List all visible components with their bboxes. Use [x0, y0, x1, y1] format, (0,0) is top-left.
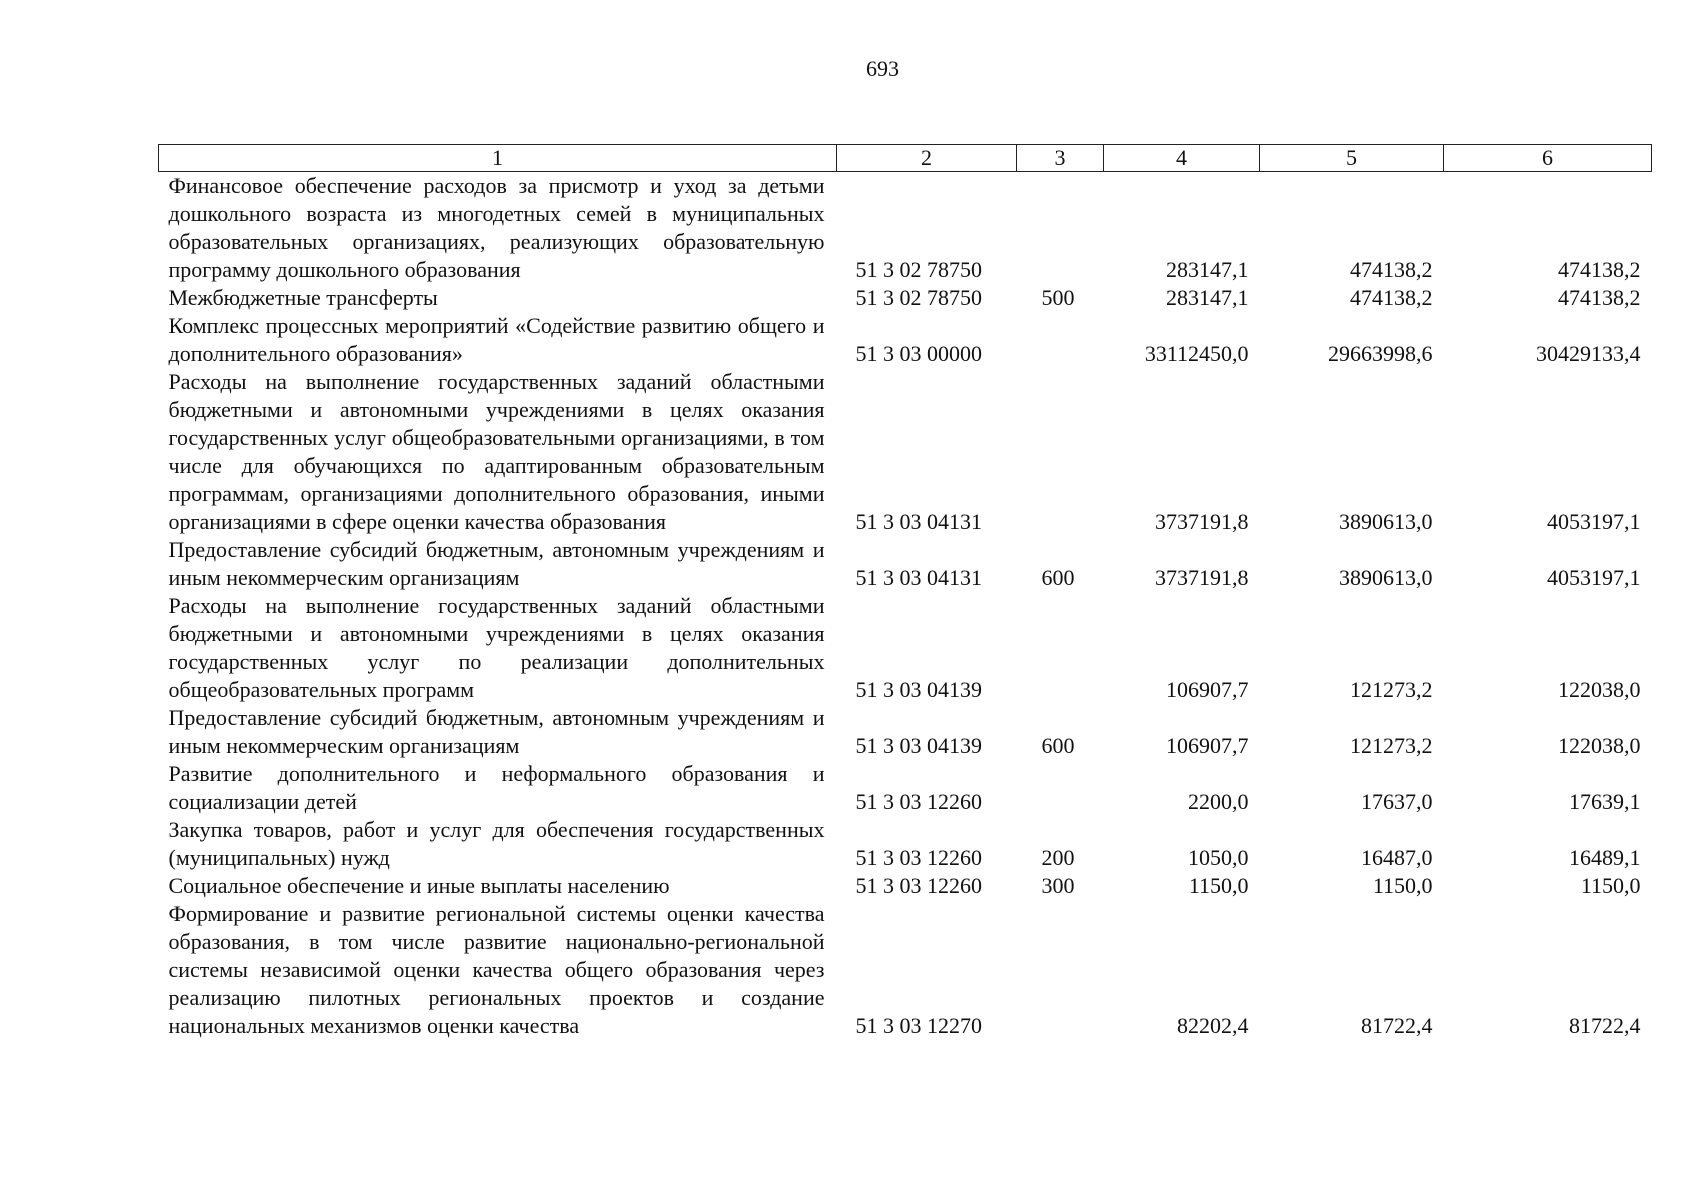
row-code-cell: 51 3 03 12270 [855, 1013, 982, 1038]
table-body [159, 172, 1652, 1041]
row-type-cell [1017, 760, 1104, 816]
row-type-cell: 300 [1041, 873, 1075, 898]
row-code-cell: 51 3 02 78750 [855, 285, 982, 310]
row-name-cell: Развитие дополнительного и неформального образования и социализации детей [168, 761, 825, 814]
table-row [159, 368, 1652, 536]
column-header-3: 3 [1017, 145, 1104, 172]
table-row [159, 536, 1652, 592]
row-code-cell: 51 3 03 12260 [855, 789, 982, 814]
row-name-cell: Предоставление субсидий бюджетным, автономным учреждениям и иным некоммерческим организациям [168, 705, 825, 758]
row-value-1-cell: 283147,1 [1166, 257, 1249, 282]
row-value-1-cell: 82202,4 [1177, 1013, 1249, 1038]
row-value-1-cell: 1150,0 [1188, 873, 1249, 898]
row-name-cell: Расходы на выполнение государственных заданий областными бюджетными и автономными учреждениями в целях оказания государственных услуг по реализации дополнительных общеобразовательных программ [168, 593, 825, 702]
table-header [159, 145, 1652, 172]
column-header-4: 4 [1104, 145, 1260, 172]
row-value-2-cell: 81722,4 [1361, 1013, 1433, 1038]
row-code-cell: 51 3 03 04139 [855, 733, 982, 758]
row-value-1-cell: 3737191,8 [1155, 565, 1249, 590]
budget-table [158, 144, 1652, 1040]
row-value-3-cell: 17639,1 [1569, 789, 1641, 814]
table-row [159, 592, 1652, 704]
row-value-1-cell: 33112450,0 [1144, 341, 1249, 366]
row-value-3-cell: 122038,0 [1558, 733, 1641, 758]
row-value-1-cell: 1050,0 [1188, 845, 1249, 870]
page-number: 693 [866, 56, 899, 81]
row-code-cell: 51 3 03 12260 [855, 845, 982, 870]
table-row [159, 900, 1652, 1040]
row-value-2-cell: 474138,2 [1350, 285, 1433, 310]
row-value-2-cell: 3890613,0 [1339, 509, 1433, 534]
row-value-3-cell: 81722,4 [1569, 1013, 1641, 1038]
row-type-cell [1017, 172, 1104, 285]
row-value-1-cell: 3737191,8 [1155, 509, 1249, 534]
row-code-cell: 51 3 03 00000 [855, 341, 982, 366]
row-value-2-cell: 16487,0 [1361, 845, 1433, 870]
row-type-cell: 600 [1041, 565, 1075, 590]
row-code-cell: 51 3 03 04139 [855, 677, 982, 702]
row-value-1-cell: 106907,7 [1166, 733, 1249, 758]
row-value-3-cell: 122038,0 [1558, 677, 1641, 702]
table-row [159, 816, 1652, 872]
table-row [159, 312, 1652, 368]
row-name-cell: Закупка товаров, работ и услуг для обеспечения государственных (муниципальных) нужд [168, 817, 825, 870]
table-row [159, 872, 1652, 900]
row-value-2-cell: 474138,2 [1350, 257, 1433, 282]
table-row [159, 704, 1652, 760]
row-value-2-cell: 1150,0 [1372, 873, 1433, 898]
row-type-cell [1017, 900, 1104, 1040]
column-header-6: 6 [1444, 145, 1652, 172]
row-value-2-cell: 121273,2 [1350, 733, 1433, 758]
row-type-cell [1017, 312, 1104, 368]
row-name-cell: Формирование и развитие региональной системы оценки качества образования, в том числе развитие национально-региональной системы независимой оценки качества общего образования через реализацию пилотных региональных проектов и создание национальных механизмов оценки качества [168, 901, 825, 1038]
row-type-cell: 200 [1041, 845, 1075, 870]
row-value-2-cell: 3890613,0 [1339, 565, 1433, 590]
column-header-2: 2 [837, 145, 1017, 172]
row-code-cell: 51 3 03 12260 [855, 873, 982, 898]
row-code-cell: 51 3 03 04131 [855, 565, 982, 590]
header-row [159, 145, 1652, 172]
row-value-3-cell: 1150,0 [1580, 873, 1641, 898]
row-code-cell: 51 3 03 04131 [855, 509, 982, 534]
row-value-3-cell: 4053197,1 [1547, 565, 1641, 590]
row-name-cell: Социальное обеспечение и иные выплаты населению [168, 873, 670, 898]
row-value-1-cell: 2200,0 [1188, 789, 1249, 814]
row-value-2-cell: 29663998,6 [1328, 341, 1433, 366]
row-value-2-cell: 17637,0 [1361, 789, 1433, 814]
row-name-cell: Предоставление субсидий бюджетным, автономным учреждениям и иным некоммерческим организациям [168, 537, 825, 590]
row-name-cell: Финансовое обеспечение расходов за присмотр и уход за детьми дошкольного возраста из многодетных семей в муниципальных образовательных организациях, реализующих образовательную программу дошкольного образования [168, 173, 825, 282]
row-type-cell [1017, 592, 1104, 704]
row-type-cell [1017, 368, 1104, 536]
table-row [159, 284, 1652, 312]
column-header-1: 1 [159, 145, 837, 172]
row-name-cell: Расходы на выполнение государственных заданий областными бюджетными и автономными учреждениями в целях оказания государственных услуг общеобразовательными организациями, в том числе для обучающихся по адаптированным образовательным программам, организациями дополнительного образования, иными организациями в сфере оценки качества образования [168, 369, 825, 534]
row-value-1-cell: 106907,7 [1166, 677, 1249, 702]
row-type-cell: 600 [1041, 733, 1075, 758]
row-code-cell: 51 3 02 78750 [855, 257, 982, 282]
table-row [159, 172, 1652, 285]
table-row [159, 760, 1652, 816]
row-value-3-cell: 474138,2 [1558, 257, 1641, 282]
column-header-5: 5 [1260, 145, 1444, 172]
row-value-3-cell: 16489,1 [1569, 845, 1641, 870]
row-name-cell: Комплекс процессных мероприятий «Содействие развитию общего и дополнительного образования» [168, 313, 825, 366]
row-name-cell: Межбюджетные трансферты [168, 285, 438, 310]
row-type-cell: 500 [1041, 285, 1075, 310]
row-value-3-cell: 474138,2 [1558, 285, 1641, 310]
row-value-2-cell: 121273,2 [1350, 677, 1433, 702]
row-value-3-cell: 4053197,1 [1547, 509, 1641, 534]
row-value-3-cell: 30429133,4 [1536, 341, 1641, 366]
row-value-1-cell: 283147,1 [1166, 285, 1249, 310]
